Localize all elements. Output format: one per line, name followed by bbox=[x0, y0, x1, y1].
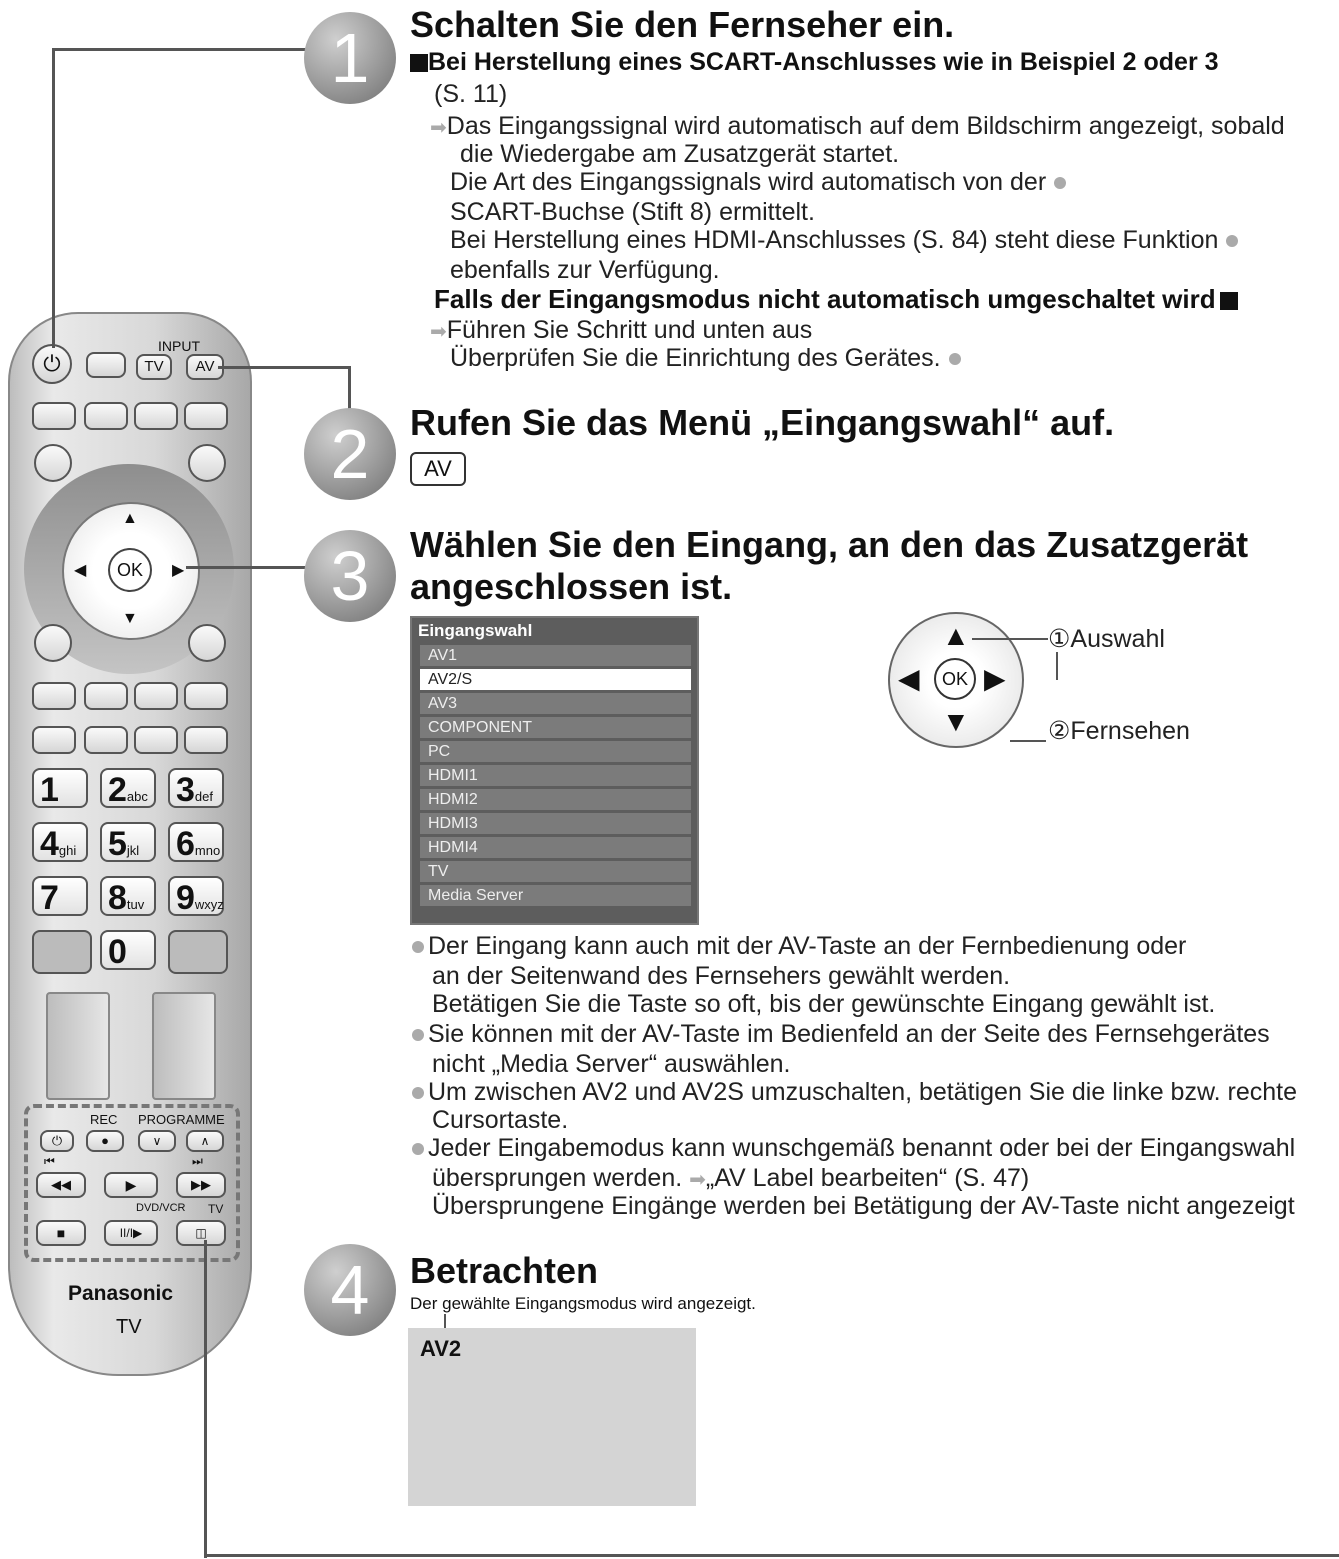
programme-down-button[interactable] bbox=[138, 1130, 176, 1152]
right-arrow-icon: ▶ bbox=[984, 663, 1006, 694]
connector-line-1b bbox=[52, 48, 312, 51]
menu-button-2[interactable] bbox=[84, 402, 128, 430]
av-button[interactable]: AV bbox=[186, 354, 224, 380]
menu-item-tv[interactable]: TV bbox=[420, 861, 691, 882]
power-button[interactable] bbox=[32, 344, 72, 384]
fallback-line-2: Überprüfen Sie die Einrichtung des Gerätes. bbox=[450, 344, 961, 373]
color-button-3[interactable] bbox=[134, 682, 178, 710]
menu-item-hdmi4[interactable]: HDMI4 bbox=[420, 837, 691, 858]
step-2-number: 2 bbox=[304, 408, 396, 500]
func-button-1[interactable] bbox=[32, 726, 76, 754]
color-button-1[interactable] bbox=[32, 682, 76, 710]
step-3-title-1: Wählen Sie den Eingang, an den das Zusatzgerät bbox=[410, 524, 1249, 565]
bullet-icon bbox=[412, 1029, 424, 1041]
type-line-2: SCART-Buchse (Stift 8) ermittelt. bbox=[450, 198, 815, 226]
step-3-title-2: angeschlossen ist. bbox=[410, 566, 733, 607]
ok-icon: OK bbox=[934, 658, 976, 700]
note-1-line-1: Der Eingang kann auch mit der AV-Taste an der Fernbedienung oder bbox=[412, 932, 1186, 961]
play-button[interactable] bbox=[104, 1172, 158, 1198]
down-arrow-icon: ▼ bbox=[942, 706, 970, 737]
input-label: INPUT bbox=[158, 338, 200, 354]
rewind-button[interactable] bbox=[36, 1172, 86, 1198]
menu-item-av2s[interactable]: AV2/S bbox=[420, 669, 691, 690]
menu-item-hdmi3[interactable]: HDMI3 bbox=[420, 813, 691, 834]
skip-back-icon: ⏮ bbox=[44, 1154, 55, 1168]
step-4-caption: Der gewählte Eingangsmodus wird angezeigt. bbox=[410, 1294, 756, 1313]
step-2-title: Rufen Sie das Menü „Eingangswahl“ auf. bbox=[410, 402, 1115, 443]
menu-button-3[interactable] bbox=[134, 402, 178, 430]
note-3-line-2: Cursortaste. bbox=[432, 1106, 569, 1134]
select-pointer-line bbox=[972, 638, 1048, 640]
watch-label: ②Fernsehen bbox=[1048, 717, 1190, 745]
power-icon: ⏻ bbox=[51, 1133, 63, 1148]
menu-button-1[interactable] bbox=[32, 402, 76, 430]
pause-icon: II/I▶ bbox=[119, 1226, 143, 1240]
option-button-right[interactable] bbox=[188, 624, 226, 662]
type-line-1: Die Art des Eingangssignals wird automatisch von der bbox=[450, 168, 1066, 197]
bullet-icon bbox=[412, 941, 424, 953]
pause-button[interactable] bbox=[104, 1220, 158, 1246]
note-2-line-1: Sie können mit der AV-Taste im Bedienfeld an der Seite des Fernsehgerätes bbox=[412, 1020, 1270, 1049]
left-arrow-icon: ◀ bbox=[74, 562, 87, 579]
color-button-4[interactable] bbox=[184, 682, 228, 710]
func-button-2[interactable] bbox=[84, 726, 128, 754]
menu-item-hdmi2[interactable]: HDMI2 bbox=[420, 789, 691, 810]
side-button-left[interactable] bbox=[34, 444, 72, 482]
stop-icon: ■ bbox=[56, 1225, 66, 1241]
menu-item-hdmi1[interactable]: HDMI1 bbox=[420, 765, 691, 786]
bullet-icon bbox=[1226, 235, 1238, 247]
play-icon: ▶ bbox=[125, 1177, 137, 1193]
auto-line-2: die Wiedergabe am Zusatzgerät startet. bbox=[460, 140, 900, 168]
record-icon: ● bbox=[101, 1133, 109, 1148]
step-3-number: 3 bbox=[304, 530, 396, 622]
scart-heading: Bei Herstellung eines SCART-Anschlusses wie in Beispiel 2 oder 3 bbox=[410, 48, 1219, 77]
channel-rocker[interactable] bbox=[152, 992, 216, 1100]
tv-button[interactable]: TV bbox=[136, 354, 172, 380]
digit-button-4[interactable]: 4ghi bbox=[32, 822, 88, 862]
step-1-number: 1 bbox=[304, 12, 396, 104]
digit-button-0[interactable]: 0 bbox=[100, 930, 156, 970]
bullet-icon bbox=[1054, 177, 1066, 189]
digit-button-5[interactable]: 5jkl bbox=[100, 822, 156, 862]
rec-label: REC bbox=[90, 1112, 118, 1127]
arrow-icon: ➡ bbox=[689, 1169, 706, 1191]
digit-button-8[interactable]: 8tuv bbox=[100, 876, 156, 916]
note-4-line-2: übersprungen werden. ➡„AV Label bearbeiten“ (S. 47) bbox=[432, 1164, 1030, 1192]
blank-left-button[interactable] bbox=[32, 930, 92, 974]
ok-button[interactable]: OK bbox=[108, 548, 152, 592]
menu-item-component[interactable]: COMPONENT bbox=[420, 717, 691, 738]
auto-line-1: ➡Das Eingangssignal wird automatisch auf dem Bildschirm angezeigt, sobald bbox=[430, 112, 1285, 140]
chevron-up-icon: ∧ bbox=[200, 1134, 210, 1148]
hdmi-line-1: Bei Herstellung eines HDMI-Anschlusses (S. 84) steht diese Funktion bbox=[450, 226, 1238, 255]
option-button-left[interactable] bbox=[34, 624, 72, 662]
note-4-line-1: Jeder Eingabemodus kann wunschgemäß benannt oder bei der Eingangswahl bbox=[412, 1134, 1295, 1163]
func-button-3[interactable] bbox=[134, 726, 178, 754]
switch-icon: ◫ bbox=[195, 1226, 207, 1240]
rewind-icon: ◀◀ bbox=[51, 1177, 71, 1192]
arrow-icon: ➡ bbox=[430, 117, 447, 139]
rec-button[interactable] bbox=[86, 1130, 124, 1152]
digit-button-6[interactable]: 6mno bbox=[168, 822, 224, 862]
step-4-title: Betrachten bbox=[410, 1250, 599, 1291]
dvdvcr-label: DVD/VCR bbox=[136, 1202, 186, 1214]
menu-item-pc[interactable]: PC bbox=[420, 741, 691, 762]
model-label: TV bbox=[116, 1316, 142, 1338]
remote-control bbox=[8, 312, 252, 1376]
tv-screen-preview bbox=[408, 1328, 696, 1506]
left-arrow-icon: ◀ bbox=[898, 663, 920, 694]
programme-label: PROGRAMME bbox=[138, 1112, 225, 1127]
bullet-icon bbox=[949, 353, 961, 365]
fast-forward-icon: ▶▶ bbox=[191, 1177, 211, 1192]
fallback-line-1: ➡Führen Sie Schritt und unten aus bbox=[430, 316, 813, 344]
scart-heading-ref: (S. 11) bbox=[434, 80, 508, 108]
blank-button[interactable] bbox=[86, 352, 126, 378]
volume-rocker[interactable] bbox=[46, 992, 110, 1100]
digit-button-7[interactable]: 7 bbox=[32, 876, 88, 916]
connector-line-2a bbox=[218, 366, 350, 369]
mode-switch-button[interactable] bbox=[176, 1220, 226, 1246]
color-button-2[interactable] bbox=[84, 682, 128, 710]
connector-line-1a bbox=[52, 48, 55, 348]
chevron-down-icon: ∨ bbox=[152, 1134, 162, 1148]
note-4-line-3: Übersprungene Eingänge werden bei Betätigung der AV-Taste nicht angezeigt bbox=[432, 1192, 1295, 1220]
square-bullet-icon bbox=[1220, 292, 1238, 310]
note-2-line-2: nicht „Media Server“ auswählen. bbox=[432, 1050, 791, 1078]
square-bullet-icon bbox=[410, 54, 428, 72]
programme-up-button[interactable] bbox=[186, 1130, 224, 1152]
digit-button-2[interactable]: 2abc bbox=[100, 768, 156, 808]
func-button-4[interactable] bbox=[184, 726, 228, 754]
dpad[interactable] bbox=[62, 502, 200, 640]
stop-button[interactable] bbox=[36, 1220, 86, 1246]
up-arrow-icon: ▲ bbox=[122, 510, 138, 527]
digit-button-1[interactable]: 1 bbox=[32, 768, 88, 808]
menu-item-media-server[interactable]: Media Server bbox=[420, 885, 691, 906]
dpad-illustration bbox=[888, 612, 1024, 748]
connector-line-4b bbox=[204, 1554, 1339, 1557]
input-mode-label: AV2 bbox=[420, 1336, 462, 1361]
hdmi-line-2: ebenfalls zur Verfügung. bbox=[450, 256, 720, 284]
menu-button-4[interactable] bbox=[184, 402, 228, 430]
watch-pointer-line-v bbox=[1056, 652, 1058, 680]
up-arrow-icon: ▲ bbox=[942, 620, 970, 651]
tv-small-label: TV bbox=[208, 1202, 224, 1216]
fast-forward-button[interactable] bbox=[176, 1172, 226, 1198]
digit-button-3[interactable]: 3def bbox=[168, 768, 224, 808]
note-3-line-1: Um zwischen AV2 und AV2S umzuschalten, betätigen Sie die linke bzw. rechte bbox=[412, 1078, 1297, 1107]
right-arrow-icon: ▶ bbox=[172, 562, 185, 579]
menu-title: Eingangswahl bbox=[418, 621, 533, 640]
av-key: AV bbox=[410, 452, 466, 486]
menu-item-av3[interactable]: AV3 bbox=[420, 693, 691, 714]
note-1-line-3: Betätigen Sie die Taste so oft, bis der gewünschte Eingang gewählt ist. bbox=[432, 990, 1216, 1018]
digit-button-9[interactable]: 9wxyz bbox=[168, 876, 224, 916]
down-arrow-icon: ▼ bbox=[122, 610, 138, 627]
step-1-title: Schalten Sie den Fernseher ein. bbox=[410, 4, 955, 45]
input-select-menu bbox=[410, 616, 699, 925]
power-icon: ⏻ bbox=[43, 351, 61, 376]
brand-logo: Panasonic bbox=[68, 1282, 174, 1305]
bullet-icon bbox=[412, 1087, 424, 1099]
blank-right-button[interactable] bbox=[168, 930, 228, 974]
skip-forward-icon: ⏭ bbox=[192, 1154, 203, 1168]
side-button-right[interactable] bbox=[188, 444, 226, 482]
select-label: ①Auswahl bbox=[1048, 625, 1165, 653]
connector-line-4a bbox=[204, 1240, 207, 1558]
watch-pointer-line bbox=[1010, 740, 1046, 742]
arrow-icon: ➡ bbox=[430, 321, 447, 343]
fallback-heading: Falls der Eingangsmodus nicht automatisch umgeschaltet wird bbox=[434, 284, 1238, 315]
standby-small-button[interactable] bbox=[40, 1130, 74, 1152]
menu-item-av1[interactable]: AV1 bbox=[420, 645, 691, 666]
step-4-number: 4 bbox=[304, 1244, 396, 1336]
note-1-line-2: an der Seitenwand des Fernsehers gewählt werden. bbox=[432, 962, 1011, 990]
bullet-icon bbox=[412, 1143, 424, 1155]
